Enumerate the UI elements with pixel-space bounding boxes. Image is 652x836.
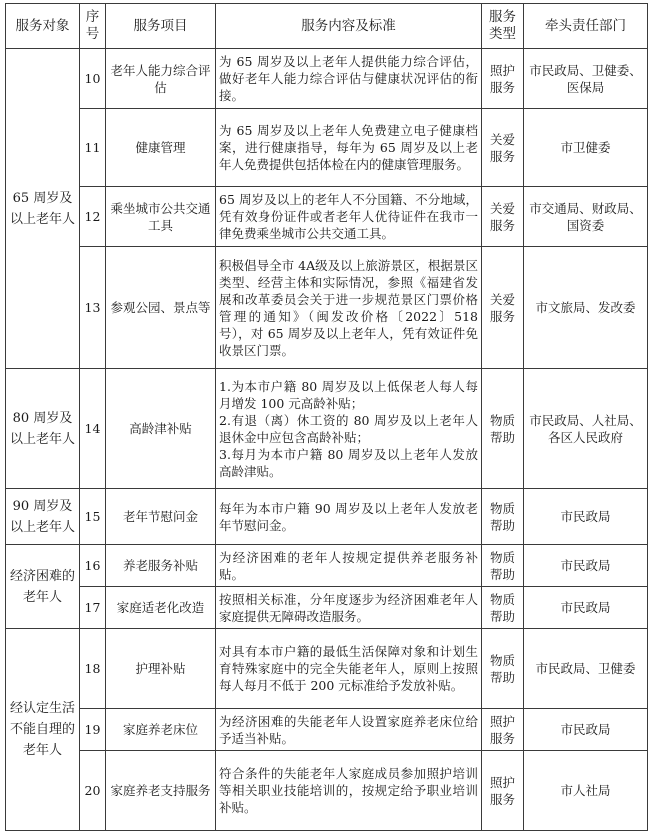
responsible-dept: 市民政局	[524, 545, 648, 587]
header-item: 服务项目	[106, 4, 216, 49]
responsible-dept: 市文旅局、发改委	[524, 247, 648, 369]
responsible-dept: 市民政局、人社局、各区人民政府	[524, 369, 648, 489]
group-cell-90-plus: 90 周岁及以上老年人	[6, 489, 80, 545]
header-type: 服务类型	[482, 4, 524, 49]
service-type: 关爱服务	[482, 109, 524, 187]
service-item: 健康管理	[106, 109, 216, 187]
service-item: 参观公园、景点等	[106, 247, 216, 369]
row-number: 18	[80, 629, 106, 709]
header-row	[6, 4, 648, 49]
service-content: 为经济困难的失能老年人设置家庭养老床位给予适当补贴。	[216, 709, 482, 751]
service-item: 老年节慰问金	[106, 489, 216, 545]
table-row	[6, 709, 648, 751]
content-line: 1.为本市户籍 80 周岁及以上低保老人每人每月增发 100 元高龄补贴；	[219, 378, 478, 411]
table-row	[6, 49, 648, 109]
table-row	[6, 751, 648, 831]
service-type: 照护服务	[482, 709, 524, 751]
service-item: 高龄津补贴	[106, 369, 216, 489]
service-type: 照护服务	[482, 49, 524, 109]
responsible-dept: 市民政局	[524, 489, 648, 545]
table-row	[6, 109, 648, 187]
header-target: 服务对象	[6, 4, 80, 49]
responsible-dept: 市民政局	[524, 587, 648, 629]
service-type: 物质帮助	[482, 369, 524, 489]
service-content: 对具有本市户籍的最低生活保障对象和计划生育特殊家庭中的完全失能老年人，原则上按照每人每月不低于 200 元标准给予发放补贴。	[216, 629, 482, 709]
service-table	[5, 3, 648, 831]
service-item: 护理补贴	[106, 629, 216, 709]
table-row	[6, 489, 648, 545]
service-content: 65 周岁及以上的老年人不分国籍、不分地域，凭有效身份证件或者老年人优待证件在我市一律免费乘坐城市公共交通工具。	[216, 187, 482, 247]
responsible-dept: 市民政局	[524, 709, 648, 751]
service-item: 养老服务补贴	[106, 545, 216, 587]
row-number: 12	[80, 187, 106, 247]
service-content: 按照相关标准，分年度逐步为经济困难老年人家庭提供无障碍改造服务。	[216, 587, 482, 629]
service-type: 物质帮助	[482, 587, 524, 629]
responsible-dept: 市民政局、卫健委、医保局	[524, 49, 648, 109]
responsible-dept: 市卫健委	[524, 109, 648, 187]
responsible-dept: 市民政局、卫健委	[524, 629, 648, 709]
table-row	[6, 587, 648, 629]
service-item: 乘坐城市公共交通工具	[106, 187, 216, 247]
row-number: 14	[80, 369, 106, 489]
row-number: 13	[80, 247, 106, 369]
service-content: 为 65 周岁及以上老年人免费建立电子健康档案，进行健康指导，每年为 65 周岁及以上老年人免费提供包括体检在内的健康管理服务。	[216, 109, 482, 187]
service-content: 符合条件的失能老年人家庭成员参加照护培训等相关职业技能培训的，按规定给予职业培训补贴。	[216, 751, 482, 831]
header-content: 服务内容及标准	[216, 4, 482, 49]
row-number: 19	[80, 709, 106, 751]
row-number: 10	[80, 49, 106, 109]
responsible-dept: 市交通局、财政局、国资委	[524, 187, 648, 247]
table-row	[6, 545, 648, 587]
service-content: 为 65 周岁及以上老年人提供能力综合评估，做好老年人能力综合评估与健康状况评估的衔接。	[216, 49, 482, 109]
service-type: 物质帮助	[482, 545, 524, 587]
service-type: 关爱服务	[482, 247, 524, 369]
row-number: 11	[80, 109, 106, 187]
group-cell-80-plus: 80 周岁及以上老年人	[6, 369, 80, 489]
group-cell-economic-hardship: 经济困难的老年人	[6, 545, 80, 629]
service-type: 物质帮助	[482, 489, 524, 545]
header-seq: 序号	[80, 4, 106, 49]
service-type: 物质帮助	[482, 629, 524, 709]
content-line: 3.每月为本市户籍 80 周岁及以上老年人发放高龄津贴。	[219, 446, 478, 479]
row-number: 15	[80, 489, 106, 545]
content-line: 2.有退（离）休工资的 80 周岁及以上老年人退休金中应包含高龄补贴；	[219, 412, 478, 445]
service-content: 每年为本市户籍 90 周岁及以上老年人发放老年节慰问金。	[216, 489, 482, 545]
group-cell-65-plus: 65 周岁及以上老年人	[6, 49, 80, 369]
group-cell-unable-self-care: 经认定生活不能自理的老年人	[6, 629, 80, 831]
service-item: 家庭养老支持服务	[106, 751, 216, 831]
service-type: 关爱服务	[482, 187, 524, 247]
service-item: 老年人能力综合评估	[106, 49, 216, 109]
service-type: 照护服务	[482, 751, 524, 831]
table-row	[6, 247, 648, 369]
service-content: 积极倡导全市 4A级及以上旅游景区，根据景区类型、经营主体和实际情况，参照《福建省发展和改革委员会关于进一步规范景区门票价格管理的通知》（闽发改价格〔2022〕518 号），对 65 周岁及以上老年人，凭有效证件免收景区门票。	[216, 247, 482, 369]
service-content: 为经济困难的老年人按规定提供养老服务补贴。	[216, 545, 482, 587]
row-number: 16	[80, 545, 106, 587]
header-dept: 牵头责任部门	[524, 4, 648, 49]
table-row	[6, 369, 648, 489]
table-row	[6, 629, 648, 709]
service-item: 家庭适老化改造	[106, 587, 216, 629]
service-item: 家庭养老床位	[106, 709, 216, 751]
service-content	[216, 369, 482, 489]
row-number: 20	[80, 751, 106, 831]
row-number: 17	[80, 587, 106, 629]
table-row	[6, 187, 648, 247]
responsible-dept: 市人社局	[524, 751, 648, 831]
